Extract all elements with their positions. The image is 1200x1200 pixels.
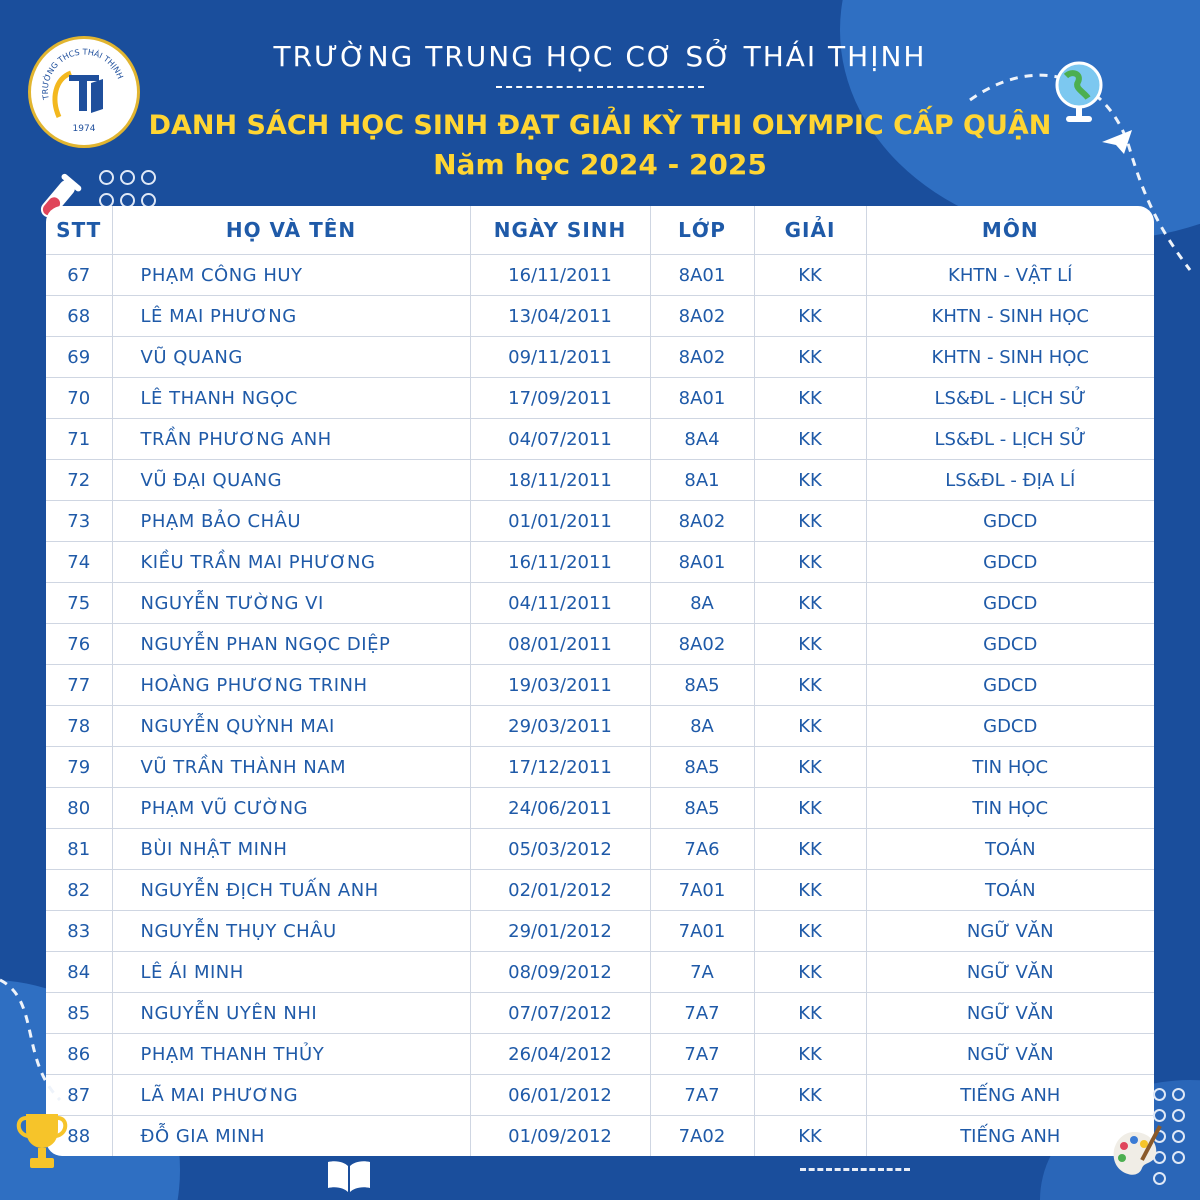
name-cell: VŨ QUANG: [112, 337, 470, 378]
name-cell: VŨ TRẦN THÀNH NAM: [112, 747, 470, 788]
stt-cell: 67: [46, 255, 112, 296]
dob-cell: 18/11/2011: [470, 460, 650, 501]
stt-cell: 68: [46, 296, 112, 337]
dob-cell: 24/06/2011: [470, 788, 650, 829]
stt-cell: 74: [46, 542, 112, 583]
table-row: [46, 624, 1154, 665]
award-cell: KK: [754, 911, 866, 952]
name-cell: LÊ ÁI MINH: [112, 952, 470, 993]
name-cell: BÙI NHẬT MINH: [112, 829, 470, 870]
subject-cell: GDCD: [866, 706, 1154, 747]
stt-cell: 72: [46, 460, 112, 501]
table-body: [46, 255, 1154, 1157]
class-cell: 8A02: [650, 296, 754, 337]
dashed-path-decoration: [0, 960, 120, 1110]
award-cell: KK: [754, 583, 866, 624]
name-cell: PHẠM CÔNG HUY: [112, 255, 470, 296]
table-row: [46, 583, 1154, 624]
subject-cell: GDCD: [866, 624, 1154, 665]
subject-cell: TOÁN: [866, 829, 1154, 870]
school-year: Năm học 2024 - 2025: [433, 148, 767, 181]
column-header-award: GIẢI: [754, 206, 866, 255]
column-header-dob: NGÀY SINH: [470, 206, 650, 255]
award-cell: KK: [754, 870, 866, 911]
subject-cell: GDCD: [866, 542, 1154, 583]
table-row: [46, 993, 1154, 1034]
subject-cell: LS&ĐL - ĐỊA LÍ: [866, 460, 1154, 501]
stt-cell: 82: [46, 870, 112, 911]
subject-cell: NGỮ VĂN: [866, 1034, 1154, 1075]
stt-cell: 81: [46, 829, 112, 870]
stt-cell: 80: [46, 788, 112, 829]
award-cell: KK: [754, 706, 866, 747]
name-cell: LÃ MAI PHƯƠNG: [112, 1075, 470, 1116]
subject-cell: LS&ĐL - LỊCH SỬ: [866, 419, 1154, 460]
name-cell: NGUYỄN UYÊN NHI: [112, 993, 470, 1034]
class-cell: 8A02: [650, 337, 754, 378]
subject-cell: LS&ĐL - LỊCH SỬ: [866, 378, 1154, 419]
class-cell: 8A01: [650, 542, 754, 583]
table-row: [46, 1075, 1154, 1116]
class-cell: 7A7: [650, 1034, 754, 1075]
logo-ring-text: TRƯỜNG THCS THÁI THỊNH: [40, 47, 125, 101]
award-cell: KK: [754, 665, 866, 706]
table-row: [46, 378, 1154, 419]
class-cell: 7A7: [650, 993, 754, 1034]
stt-cell: 70: [46, 378, 112, 419]
table-row: [46, 952, 1154, 993]
dob-cell: 06/01/2012: [470, 1075, 650, 1116]
stt-cell: 84: [46, 952, 112, 993]
name-cell: TRẦN PHƯƠNG ANH: [112, 419, 470, 460]
award-cell: KK: [754, 829, 866, 870]
subject-cell: TIN HỌC: [866, 788, 1154, 829]
name-cell: LÊ THANH NGỌC: [112, 378, 470, 419]
dob-cell: 26/04/2012: [470, 1034, 650, 1075]
table-row: [46, 419, 1154, 460]
award-cell: KK: [754, 378, 866, 419]
table-row: [46, 1034, 1154, 1075]
dashed-line-decoration: [800, 1168, 910, 1171]
subject-cell: GDCD: [866, 583, 1154, 624]
table-row: [46, 829, 1154, 870]
name-cell: LÊ MAI PHƯƠNG: [112, 296, 470, 337]
school-name: TRƯỜNG TRUNG HỌC CƠ SỞ THÁI THỊNH: [273, 40, 927, 73]
name-cell: NGUYỄN THỤY CHÂU: [112, 911, 470, 952]
table-row: [46, 665, 1154, 706]
subject-cell: KHTN - VẬT LÍ: [866, 255, 1154, 296]
results-table-card: [46, 206, 1154, 1156]
award-cell: KK: [754, 542, 866, 583]
stt-cell: 79: [46, 747, 112, 788]
subject-cell: NGỮ VĂN: [866, 952, 1154, 993]
table-row: [46, 911, 1154, 952]
class-cell: 8A02: [650, 501, 754, 542]
dob-cell: 13/04/2011: [470, 296, 650, 337]
stt-cell: 75: [46, 583, 112, 624]
award-cell: KK: [754, 296, 866, 337]
class-cell: 7A6: [650, 829, 754, 870]
stt-cell: 87: [46, 1075, 112, 1116]
subject-cell: TIN HỌC: [866, 747, 1154, 788]
class-cell: 8A02: [650, 624, 754, 665]
class-cell: 8A1: [650, 460, 754, 501]
name-cell: NGUYỄN ĐỊCH TUẤN ANH: [112, 870, 470, 911]
class-cell: 8A: [650, 583, 754, 624]
award-cell: KK: [754, 1034, 866, 1075]
dob-cell: 17/12/2011: [470, 747, 650, 788]
subject-cell: GDCD: [866, 501, 1154, 542]
name-cell: HOÀNG PHƯƠNG TRINH: [112, 665, 470, 706]
stt-cell: 71: [46, 419, 112, 460]
dob-cell: 02/01/2012: [470, 870, 650, 911]
table-row: [46, 788, 1154, 829]
stt-cell: 69: [46, 337, 112, 378]
book-icon: [326, 1158, 372, 1194]
dob-cell: 09/11/2011: [470, 337, 650, 378]
class-cell: 7A01: [650, 911, 754, 952]
column-header-name: HỌ VÀ TÊN: [112, 206, 470, 255]
table-row: [46, 460, 1154, 501]
dob-cell: 08/01/2011: [470, 624, 650, 665]
stt-cell: 85: [46, 993, 112, 1034]
subject-cell: TIẾNG ANH: [866, 1075, 1154, 1116]
stt-cell: 86: [46, 1034, 112, 1075]
class-cell: 7A: [650, 952, 754, 993]
dob-cell: 08/09/2012: [470, 952, 650, 993]
table-row: [46, 501, 1154, 542]
column-header-class: LỚP: [650, 206, 754, 255]
dob-cell: 17/09/2011: [470, 378, 650, 419]
page-title: DANH SÁCH HỌC SINH ĐẠT GIẢI KỲ THI OLYMPIC CẤP QUẬN: [148, 110, 1052, 141]
table-row: [46, 747, 1154, 788]
award-cell: KK: [754, 1075, 866, 1116]
name-cell: NGUYỄN PHAN NGỌC DIỆP: [112, 624, 470, 665]
dob-cell: 01/01/2011: [470, 501, 650, 542]
class-cell: 7A01: [650, 870, 754, 911]
column-header-stt: STT: [46, 206, 112, 255]
name-cell: KIỀU TRẦN MAI PHƯƠNG: [112, 542, 470, 583]
table-row: [46, 337, 1154, 378]
dob-cell: 16/11/2011: [470, 255, 650, 296]
header-divider: [496, 86, 704, 88]
award-cell: KK: [754, 460, 866, 501]
name-cell: PHẠM THANH THỦY: [112, 1034, 470, 1075]
dob-cell: 16/11/2011: [470, 542, 650, 583]
logo-year: 1974: [72, 124, 96, 134]
class-cell: 8A01: [650, 378, 754, 419]
dob-cell: 19/03/2011: [470, 665, 650, 706]
column-header-subject: MÔN: [866, 206, 1154, 255]
name-cell: PHẠM BẢO CHÂU: [112, 501, 470, 542]
class-cell: 8A: [650, 706, 754, 747]
table-row: [46, 255, 1154, 296]
dob-cell: 29/01/2012: [470, 911, 650, 952]
award-cell: KK: [754, 993, 866, 1034]
award-cell: KK: [754, 1116, 866, 1157]
trophy-icon: [12, 1108, 72, 1174]
stt-cell: 78: [46, 706, 112, 747]
stt-cell: 73: [46, 501, 112, 542]
dob-cell: 04/11/2011: [470, 583, 650, 624]
dob-cell: 07/07/2012: [470, 993, 650, 1034]
class-cell: 8A5: [650, 665, 754, 706]
results-table: [46, 206, 1154, 1156]
stt-cell: 77: [46, 665, 112, 706]
stt-cell: 76: [46, 624, 112, 665]
name-cell: ĐỖ GIA MINH: [112, 1116, 470, 1157]
paper-plane-icon: [1100, 128, 1134, 156]
award-cell: KK: [754, 501, 866, 542]
award-cell: KK: [754, 255, 866, 296]
globe-icon: [1052, 58, 1106, 128]
subject-cell: GDCD: [866, 665, 1154, 706]
award-cell: KK: [754, 952, 866, 993]
subject-cell: KHTN - SINH HỌC: [866, 337, 1154, 378]
name-cell: VŨ ĐẠI QUANG: [112, 460, 470, 501]
subject-cell: TOÁN: [866, 870, 1154, 911]
subject-cell: KHTN - SINH HỌC: [866, 296, 1154, 337]
award-cell: KK: [754, 788, 866, 829]
award-cell: KK: [754, 747, 866, 788]
subject-cell: NGỮ VĂN: [866, 993, 1154, 1034]
dob-cell: 29/03/2011: [470, 706, 650, 747]
table-row: [46, 542, 1154, 583]
table-row: [46, 870, 1154, 911]
name-cell: NGUYỄN QUỲNH MAI: [112, 706, 470, 747]
class-cell: 8A5: [650, 747, 754, 788]
class-cell: 8A01: [650, 255, 754, 296]
class-cell: 8A5: [650, 788, 754, 829]
table-header-row: [46, 206, 1154, 255]
name-cell: PHẠM VŨ CƯỜNG: [112, 788, 470, 829]
dob-cell: 04/07/2011: [470, 419, 650, 460]
award-cell: KK: [754, 419, 866, 460]
table-row: [46, 706, 1154, 747]
subject-cell: NGỮ VĂN: [866, 911, 1154, 952]
palette-icon: [1108, 1124, 1162, 1180]
stt-cell: 88: [46, 1116, 112, 1157]
class-cell: 7A7: [650, 1075, 754, 1116]
class-cell: 7A02: [650, 1116, 754, 1157]
name-cell: NGUYỄN TƯỜNG VI: [112, 583, 470, 624]
table-row: [46, 296, 1154, 337]
award-cell: KK: [754, 624, 866, 665]
table-row: [46, 1116, 1154, 1157]
stt-cell: 83: [46, 911, 112, 952]
subject-cell: TIẾNG ANH: [866, 1116, 1154, 1157]
dob-cell: 05/03/2012: [470, 829, 650, 870]
class-cell: 8A4: [650, 419, 754, 460]
award-cell: KK: [754, 337, 866, 378]
dob-cell: 01/09/2012: [470, 1116, 650, 1157]
